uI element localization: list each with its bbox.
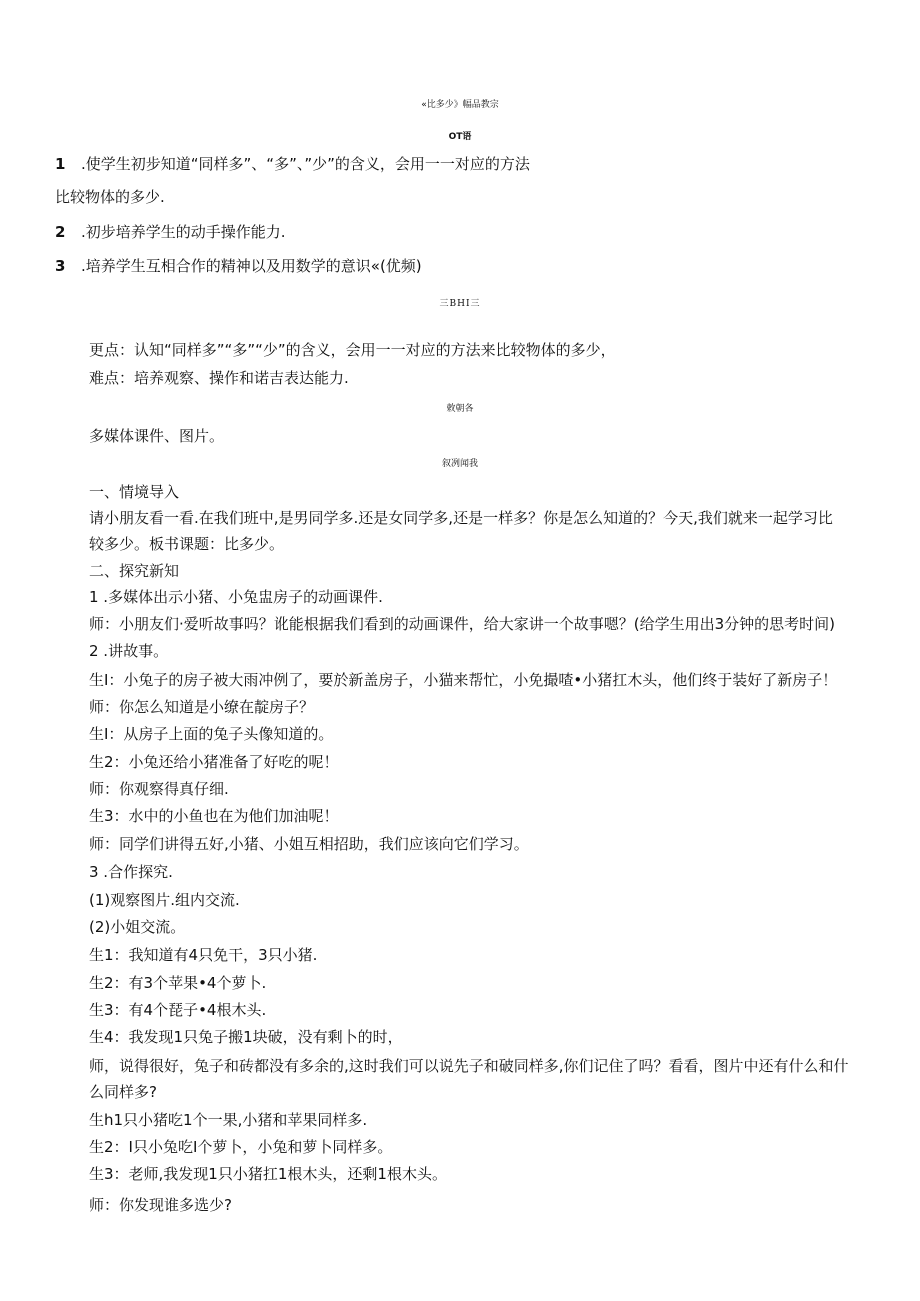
body-line: 师，说得很好，兔子和砖都没有多余的,这时我们可以说先子和破同样多,你们记住了吗？看看，图片中还有什么和什 bbox=[89, 1057, 849, 1075]
body-line: 师：同学们讲得五好,小猪、小姐互相招助，我们应该向它们学习。 bbox=[89, 835, 529, 853]
body-line: 师：你怎么知道是小缭在靛房子？ bbox=[89, 698, 315, 716]
goal-item-1 bbox=[55, 154, 530, 174]
body-line: 生h1只小猪吃1个一果,小猪和苹果同样多. bbox=[89, 1111, 368, 1129]
body-line: 师：小朋友们·爱听故事吗？讹能根据我们看到的动画课件，给大家讲一个故事嗯？(给学生用出3分钟的思考时间) bbox=[89, 615, 836, 633]
goal-number: 3 bbox=[55, 257, 66, 275]
key-point: 更点：认知“同样多”“多”“少”的含义，会用一一对应的方法来比较物体的多少， bbox=[89, 341, 616, 359]
body-line: 生2：小兔还给小猪准备了好吃的呢！ bbox=[89, 753, 339, 771]
goal-number: 1 bbox=[55, 155, 66, 173]
goal-text: 比较物体的多少. bbox=[55, 188, 165, 206]
goal-item-3 bbox=[55, 256, 422, 276]
prep-text: 多媒体课件、图片。 bbox=[89, 427, 225, 445]
section-heading-prep: 敕朝各 bbox=[446, 404, 474, 414]
big-heading: 三BHI三 bbox=[439, 299, 481, 309]
body-line: (1)观察图片.组内交流. bbox=[89, 891, 240, 909]
difficult-point: 难点：培养观察、操作和诺吉表达能力. bbox=[89, 369, 349, 387]
goal-text: .初步培养学生的动手操作能力. bbox=[81, 223, 286, 241]
body-line: 生2：I只小兔吃I个萝卜，小兔和萝卜同样多。 bbox=[89, 1138, 393, 1156]
body-line: 1 .多媒体出示小猪、小兔盅房子的动画课件. bbox=[89, 588, 383, 606]
body-line: 师：你观察得真仔细. bbox=[89, 780, 229, 798]
goal-item-2 bbox=[55, 222, 286, 242]
body-line: 么同样多? bbox=[89, 1083, 157, 1101]
body-line: 2 .讲故事。 bbox=[89, 642, 169, 660]
goal-number: 2 bbox=[55, 223, 66, 241]
body-line: 生3：老师,我发现1只小猪扛1根木头，还剩1根木头。 bbox=[89, 1165, 447, 1183]
goal-text: .培养学生互相合作的精神以及用数学的意识«(优频) bbox=[81, 257, 422, 275]
body-line: 生2：有3个苹果•4个萝卜. bbox=[89, 974, 267, 992]
body-line: 生4：我发现1只兔子搬1块破，没有剩卜的时， bbox=[89, 1028, 403, 1046]
document-title: «比多少》幅品教宗 bbox=[421, 100, 499, 110]
body-line: 生I：从房子上面的兔子头像知道的。 bbox=[89, 725, 334, 743]
section-heading-process: 叙冽闻我 bbox=[441, 459, 478, 469]
section-heading-goals: OT语 bbox=[448, 132, 472, 142]
body-line: 二、探究新知 bbox=[89, 562, 180, 580]
body-line: 师：你发现谁多选少? bbox=[89, 1196, 232, 1214]
body-line: 生I：小兔子的房子被大雨冲例了，要於新盖房子，小猫来帮忙，小免撮喳•小猪扛木头，他们终于装好了新房子！ bbox=[89, 671, 838, 689]
body-line: 请小朋友看一看.在我们班中,是男同学多.还是女同学多,还是一样多？你是怎么知道的？今天,我们就来一起学习比 bbox=[89, 509, 833, 527]
body-line: 一、情境导入 bbox=[89, 483, 180, 501]
body-line: 生3：有4个琵子•4根木头. bbox=[89, 1001, 267, 1019]
body-line: 3 .合作探究. bbox=[89, 863, 173, 881]
body-line: (2)小姐交流。 bbox=[89, 918, 186, 936]
goal-text: .使学生初步知道“同样多”、“多”、”少”的含义，会用一一对应的方法 bbox=[81, 155, 530, 173]
body-line: 生1：我知道有4只免干，3只小猪. bbox=[89, 946, 318, 964]
body-line: 生3：水中的小鱼也在为他们加油呢！ bbox=[89, 807, 339, 825]
body-line: 较多少。板书课题：比多少。 bbox=[89, 535, 285, 553]
goal-item-1-cont bbox=[55, 187, 165, 207]
